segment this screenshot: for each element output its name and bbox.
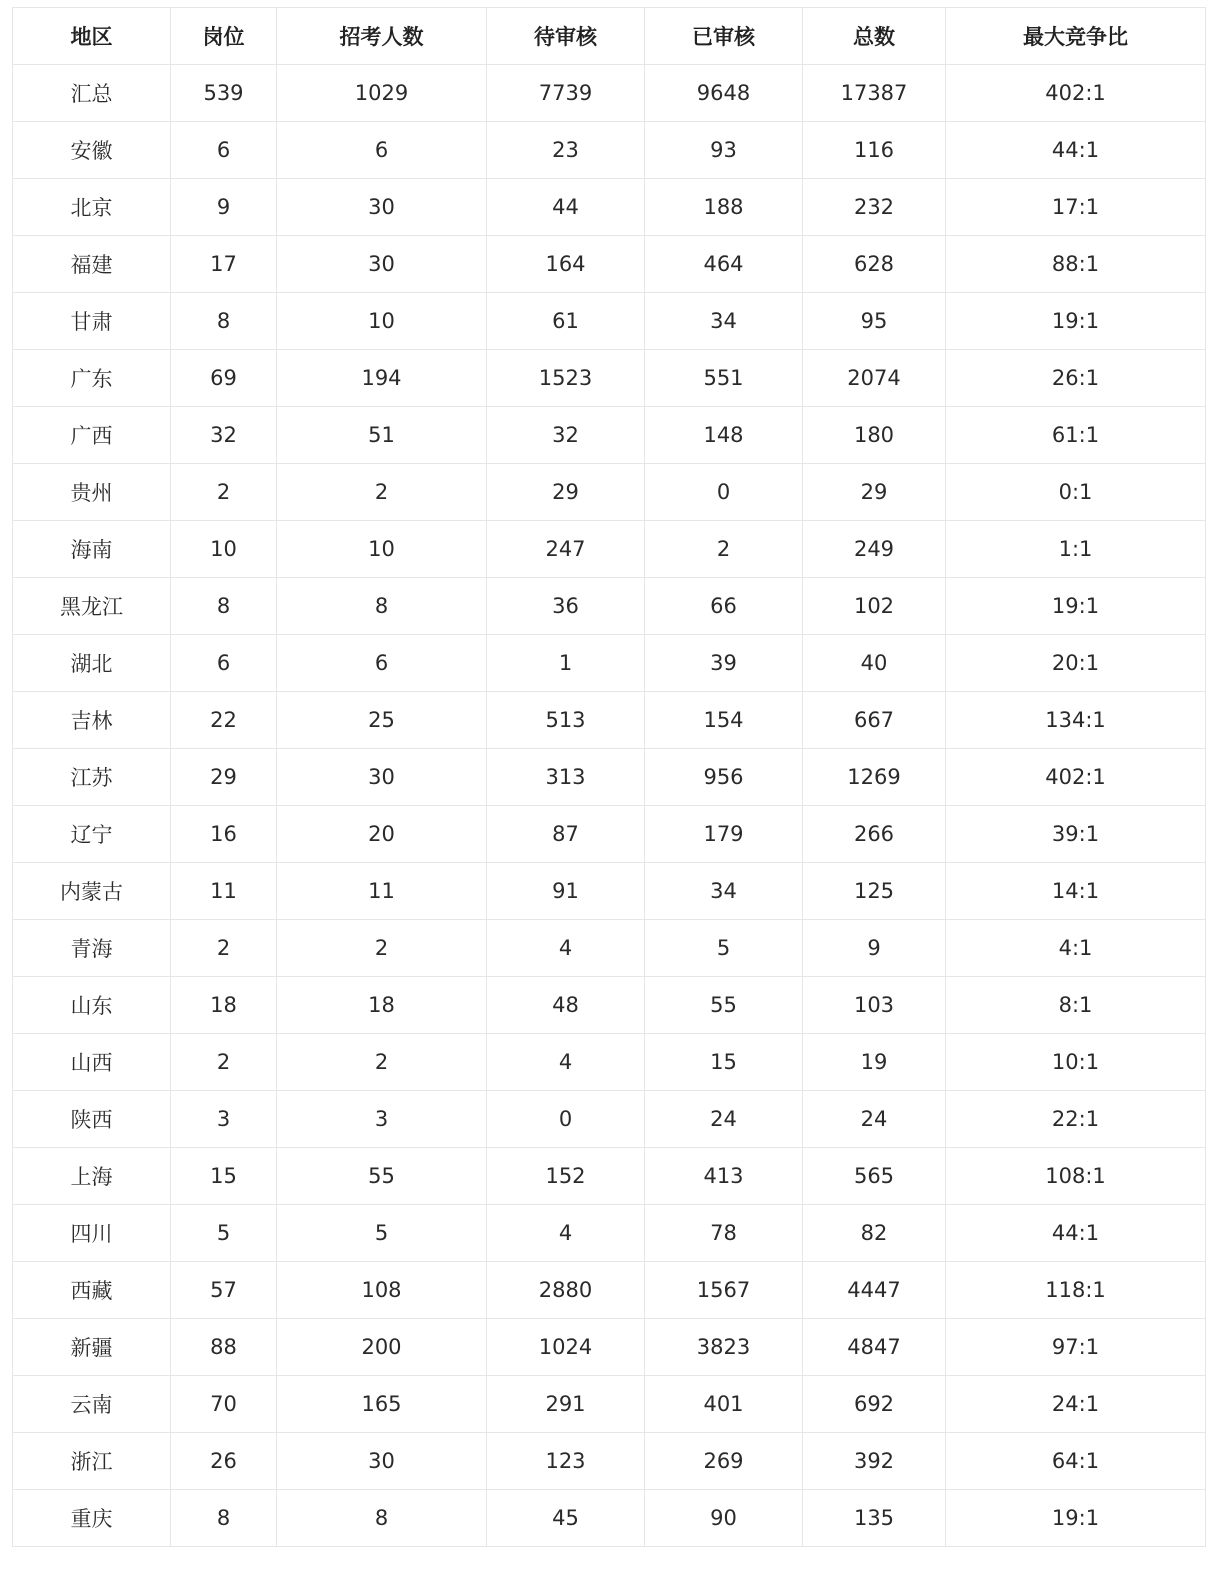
cell-recruit-count: 3 bbox=[277, 1091, 487, 1148]
cell-total: 667 bbox=[803, 692, 946, 749]
cell-pending-review: 44 bbox=[487, 179, 645, 236]
cell-pending-review: 123 bbox=[487, 1433, 645, 1490]
cell-reviewed: 188 bbox=[645, 179, 803, 236]
cell-pending-review: 313 bbox=[487, 749, 645, 806]
cell-total: 102 bbox=[803, 578, 946, 635]
cell-reviewed: 34 bbox=[645, 863, 803, 920]
table-row bbox=[13, 407, 1206, 464]
cell-pending-review: 45 bbox=[487, 1490, 645, 1547]
cell-pending-review: 247 bbox=[487, 521, 645, 578]
cell-recruit-count: 55 bbox=[277, 1148, 487, 1205]
table-row bbox=[13, 806, 1206, 863]
cell-pending-review: 32 bbox=[487, 407, 645, 464]
cell-pending-review: 87 bbox=[487, 806, 645, 863]
cell-positions: 9 bbox=[171, 179, 277, 236]
cell-region: 海南 bbox=[13, 521, 171, 578]
cell-pending-review: 36 bbox=[487, 578, 645, 635]
table-row bbox=[13, 350, 1206, 407]
cell-pending-review: 4 bbox=[487, 1034, 645, 1091]
header-region: 地区 bbox=[13, 8, 171, 65]
cell-pending-review: 48 bbox=[487, 977, 645, 1034]
cell-max-competition-ratio: 20:1 bbox=[946, 635, 1206, 692]
cell-region: 福建 bbox=[13, 236, 171, 293]
cell-reviewed: 401 bbox=[645, 1376, 803, 1433]
cell-max-competition-ratio: 8:1 bbox=[946, 977, 1206, 1034]
cell-recruit-count: 20 bbox=[277, 806, 487, 863]
cell-recruit-count: 8 bbox=[277, 578, 487, 635]
cell-recruit-count: 108 bbox=[277, 1262, 487, 1319]
cell-region: 陕西 bbox=[13, 1091, 171, 1148]
cell-region: 青海 bbox=[13, 920, 171, 977]
cell-reviewed: 55 bbox=[645, 977, 803, 1034]
cell-reviewed: 9648 bbox=[645, 65, 803, 122]
cell-region: 甘肃 bbox=[13, 293, 171, 350]
cell-total: 103 bbox=[803, 977, 946, 1034]
cell-recruit-count: 200 bbox=[277, 1319, 487, 1376]
cell-pending-review: 164 bbox=[487, 236, 645, 293]
table-row bbox=[13, 1205, 1206, 1262]
header-reviewed: 已审核 bbox=[645, 8, 803, 65]
cell-max-competition-ratio: 4:1 bbox=[946, 920, 1206, 977]
cell-pending-review: 1024 bbox=[487, 1319, 645, 1376]
table-row bbox=[13, 1262, 1206, 1319]
cell-positions: 8 bbox=[171, 578, 277, 635]
cell-region: 黑龙江 bbox=[13, 578, 171, 635]
cell-positions: 10 bbox=[171, 521, 277, 578]
cell-reviewed: 93 bbox=[645, 122, 803, 179]
cell-pending-review: 4 bbox=[487, 1205, 645, 1262]
cell-recruit-count: 11 bbox=[277, 863, 487, 920]
cell-total: 24 bbox=[803, 1091, 946, 1148]
cell-total: 19 bbox=[803, 1034, 946, 1091]
cell-pending-review: 2880 bbox=[487, 1262, 645, 1319]
cell-max-competition-ratio: 61:1 bbox=[946, 407, 1206, 464]
cell-total: 17387 bbox=[803, 65, 946, 122]
table-row bbox=[13, 1148, 1206, 1205]
cell-positions: 70 bbox=[171, 1376, 277, 1433]
cell-total: 1269 bbox=[803, 749, 946, 806]
cell-total: 116 bbox=[803, 122, 946, 179]
cell-recruit-count: 30 bbox=[277, 749, 487, 806]
table-row bbox=[13, 236, 1206, 293]
cell-max-competition-ratio: 44:1 bbox=[946, 1205, 1206, 1262]
cell-max-competition-ratio: 19:1 bbox=[946, 1490, 1206, 1547]
cell-reviewed: 269 bbox=[645, 1433, 803, 1490]
cell-region: 四川 bbox=[13, 1205, 171, 1262]
table-row bbox=[13, 863, 1206, 920]
cell-recruit-count: 1029 bbox=[277, 65, 487, 122]
cell-total: 29 bbox=[803, 464, 946, 521]
cell-recruit-count: 2 bbox=[277, 920, 487, 977]
cell-reviewed: 5 bbox=[645, 920, 803, 977]
cell-recruit-count: 6 bbox=[277, 635, 487, 692]
cell-pending-review: 4 bbox=[487, 920, 645, 977]
header-pending-review: 待审核 bbox=[487, 8, 645, 65]
table-row bbox=[13, 1490, 1206, 1547]
table-row bbox=[13, 122, 1206, 179]
cell-total: 135 bbox=[803, 1490, 946, 1547]
cell-pending-review: 291 bbox=[487, 1376, 645, 1433]
cell-recruit-count: 30 bbox=[277, 236, 487, 293]
cell-recruit-count: 25 bbox=[277, 692, 487, 749]
cell-reviewed: 15 bbox=[645, 1034, 803, 1091]
cell-max-competition-ratio: 402:1 bbox=[946, 749, 1206, 806]
cell-max-competition-ratio: 88:1 bbox=[946, 236, 1206, 293]
cell-region: 山西 bbox=[13, 1034, 171, 1091]
table-row bbox=[13, 1034, 1206, 1091]
table-row bbox=[13, 65, 1206, 122]
cell-max-competition-ratio: 19:1 bbox=[946, 578, 1206, 635]
cell-max-competition-ratio: 44:1 bbox=[946, 122, 1206, 179]
cell-max-competition-ratio: 24:1 bbox=[946, 1376, 1206, 1433]
cell-recruit-count: 2 bbox=[277, 1034, 487, 1091]
cell-recruit-count: 165 bbox=[277, 1376, 487, 1433]
cell-reviewed: 179 bbox=[645, 806, 803, 863]
cell-recruit-count: 6 bbox=[277, 122, 487, 179]
cell-positions: 26 bbox=[171, 1433, 277, 1490]
cell-max-competition-ratio: 118:1 bbox=[946, 1262, 1206, 1319]
cell-region: 浙江 bbox=[13, 1433, 171, 1490]
cell-region: 辽宁 bbox=[13, 806, 171, 863]
cell-total: 249 bbox=[803, 521, 946, 578]
cell-positions: 57 bbox=[171, 1262, 277, 1319]
header-positions: 岗位 bbox=[171, 8, 277, 65]
cell-total: 95 bbox=[803, 293, 946, 350]
cell-max-competition-ratio: 64:1 bbox=[946, 1433, 1206, 1490]
table-container bbox=[12, 7, 1205, 1547]
cell-total: 2074 bbox=[803, 350, 946, 407]
cell-max-competition-ratio: 10:1 bbox=[946, 1034, 1206, 1091]
header-recruit-count: 招考人数 bbox=[277, 8, 487, 65]
cell-positions: 539 bbox=[171, 65, 277, 122]
cell-positions: 18 bbox=[171, 977, 277, 1034]
cell-positions: 6 bbox=[171, 635, 277, 692]
header-total: 总数 bbox=[803, 8, 946, 65]
cell-total: 628 bbox=[803, 236, 946, 293]
cell-total: 82 bbox=[803, 1205, 946, 1262]
cell-reviewed: 34 bbox=[645, 293, 803, 350]
cell-reviewed: 464 bbox=[645, 236, 803, 293]
table-row bbox=[13, 179, 1206, 236]
cell-total: 392 bbox=[803, 1433, 946, 1490]
cell-positions: 2 bbox=[171, 920, 277, 977]
cell-region: 汇总 bbox=[13, 65, 171, 122]
cell-positions: 6 bbox=[171, 122, 277, 179]
cell-total: 125 bbox=[803, 863, 946, 920]
cell-region: 江苏 bbox=[13, 749, 171, 806]
cell-reviewed: 78 bbox=[645, 1205, 803, 1262]
cell-reviewed: 0 bbox=[645, 464, 803, 521]
cell-reviewed: 148 bbox=[645, 407, 803, 464]
cell-max-competition-ratio: 0:1 bbox=[946, 464, 1206, 521]
cell-recruit-count: 10 bbox=[277, 293, 487, 350]
cell-positions: 17 bbox=[171, 236, 277, 293]
cell-reviewed: 90 bbox=[645, 1490, 803, 1547]
cell-positions: 8 bbox=[171, 293, 277, 350]
cell-recruit-count: 51 bbox=[277, 407, 487, 464]
cell-recruit-count: 8 bbox=[277, 1490, 487, 1547]
cell-pending-review: 7739 bbox=[487, 65, 645, 122]
cell-pending-review: 29 bbox=[487, 464, 645, 521]
table-row bbox=[13, 293, 1206, 350]
cell-reviewed: 24 bbox=[645, 1091, 803, 1148]
cell-total: 232 bbox=[803, 179, 946, 236]
cell-positions: 11 bbox=[171, 863, 277, 920]
cell-positions: 29 bbox=[171, 749, 277, 806]
cell-total: 565 bbox=[803, 1148, 946, 1205]
cell-reviewed: 39 bbox=[645, 635, 803, 692]
cell-positions: 2 bbox=[171, 464, 277, 521]
cell-total: 180 bbox=[803, 407, 946, 464]
cell-total: 692 bbox=[803, 1376, 946, 1433]
cell-pending-review: 513 bbox=[487, 692, 645, 749]
cell-reviewed: 2 bbox=[645, 521, 803, 578]
table-row bbox=[13, 977, 1206, 1034]
cell-reviewed: 1567 bbox=[645, 1262, 803, 1319]
cell-region: 广东 bbox=[13, 350, 171, 407]
table-row bbox=[13, 1319, 1206, 1376]
cell-region: 内蒙古 bbox=[13, 863, 171, 920]
cell-pending-review: 0 bbox=[487, 1091, 645, 1148]
cell-recruit-count: 30 bbox=[277, 179, 487, 236]
cell-region: 北京 bbox=[13, 179, 171, 236]
cell-max-competition-ratio: 26:1 bbox=[946, 350, 1206, 407]
cell-recruit-count: 10 bbox=[277, 521, 487, 578]
cell-region: 山东 bbox=[13, 977, 171, 1034]
cell-positions: 5 bbox=[171, 1205, 277, 1262]
cell-positions: 2 bbox=[171, 1034, 277, 1091]
cell-region: 安徽 bbox=[13, 122, 171, 179]
table-row bbox=[13, 749, 1206, 806]
cell-max-competition-ratio: 134:1 bbox=[946, 692, 1206, 749]
cell-region: 湖北 bbox=[13, 635, 171, 692]
cell-positions: 16 bbox=[171, 806, 277, 863]
cell-total: 9 bbox=[803, 920, 946, 977]
cell-recruit-count: 194 bbox=[277, 350, 487, 407]
table-row bbox=[13, 1376, 1206, 1433]
cell-reviewed: 154 bbox=[645, 692, 803, 749]
cell-max-competition-ratio: 14:1 bbox=[946, 863, 1206, 920]
cell-max-competition-ratio: 402:1 bbox=[946, 65, 1206, 122]
cell-region: 广西 bbox=[13, 407, 171, 464]
cell-total: 4447 bbox=[803, 1262, 946, 1319]
cell-reviewed: 413 bbox=[645, 1148, 803, 1205]
table-row bbox=[13, 578, 1206, 635]
table-row bbox=[13, 1433, 1206, 1490]
cell-region: 云南 bbox=[13, 1376, 171, 1433]
table-row bbox=[13, 521, 1206, 578]
cell-positions: 69 bbox=[171, 350, 277, 407]
cell-positions: 15 bbox=[171, 1148, 277, 1205]
cell-positions: 32 bbox=[171, 407, 277, 464]
cell-max-competition-ratio: 19:1 bbox=[946, 293, 1206, 350]
cell-positions: 8 bbox=[171, 1490, 277, 1547]
cell-max-competition-ratio: 108:1 bbox=[946, 1148, 1206, 1205]
cell-max-competition-ratio: 22:1 bbox=[946, 1091, 1206, 1148]
cell-pending-review: 61 bbox=[487, 293, 645, 350]
cell-pending-review: 152 bbox=[487, 1148, 645, 1205]
cell-pending-review: 91 bbox=[487, 863, 645, 920]
cell-reviewed: 66 bbox=[645, 578, 803, 635]
cell-positions: 22 bbox=[171, 692, 277, 749]
header-row bbox=[13, 8, 1206, 65]
cell-recruit-count: 5 bbox=[277, 1205, 487, 1262]
cell-region: 贵州 bbox=[13, 464, 171, 521]
cell-max-competition-ratio: 97:1 bbox=[946, 1319, 1206, 1376]
cell-max-competition-ratio: 17:1 bbox=[946, 179, 1206, 236]
cell-max-competition-ratio: 39:1 bbox=[946, 806, 1206, 863]
cell-reviewed: 3823 bbox=[645, 1319, 803, 1376]
header-max-competition-ratio: 最大竞争比 bbox=[946, 8, 1206, 65]
cell-region: 上海 bbox=[13, 1148, 171, 1205]
cell-positions: 3 bbox=[171, 1091, 277, 1148]
cell-recruit-count: 18 bbox=[277, 977, 487, 1034]
cell-positions: 88 bbox=[171, 1319, 277, 1376]
cell-recruit-count: 30 bbox=[277, 1433, 487, 1490]
table-row bbox=[13, 464, 1206, 521]
table-row bbox=[13, 635, 1206, 692]
cell-max-competition-ratio: 1:1 bbox=[946, 521, 1206, 578]
cell-region: 吉林 bbox=[13, 692, 171, 749]
cell-pending-review: 1523 bbox=[487, 350, 645, 407]
table-row bbox=[13, 920, 1206, 977]
cell-region: 重庆 bbox=[13, 1490, 171, 1547]
cell-reviewed: 551 bbox=[645, 350, 803, 407]
cell-total: 40 bbox=[803, 635, 946, 692]
cell-pending-review: 23 bbox=[487, 122, 645, 179]
cell-total: 4847 bbox=[803, 1319, 946, 1376]
table-row bbox=[13, 1091, 1206, 1148]
recruitment-stats-table bbox=[12, 7, 1206, 1547]
cell-reviewed: 956 bbox=[645, 749, 803, 806]
table-row bbox=[13, 692, 1206, 749]
cell-total: 266 bbox=[803, 806, 946, 863]
cell-region: 西藏 bbox=[13, 1262, 171, 1319]
cell-recruit-count: 2 bbox=[277, 464, 487, 521]
cell-region: 新疆 bbox=[13, 1319, 171, 1376]
cell-pending-review: 1 bbox=[487, 635, 645, 692]
